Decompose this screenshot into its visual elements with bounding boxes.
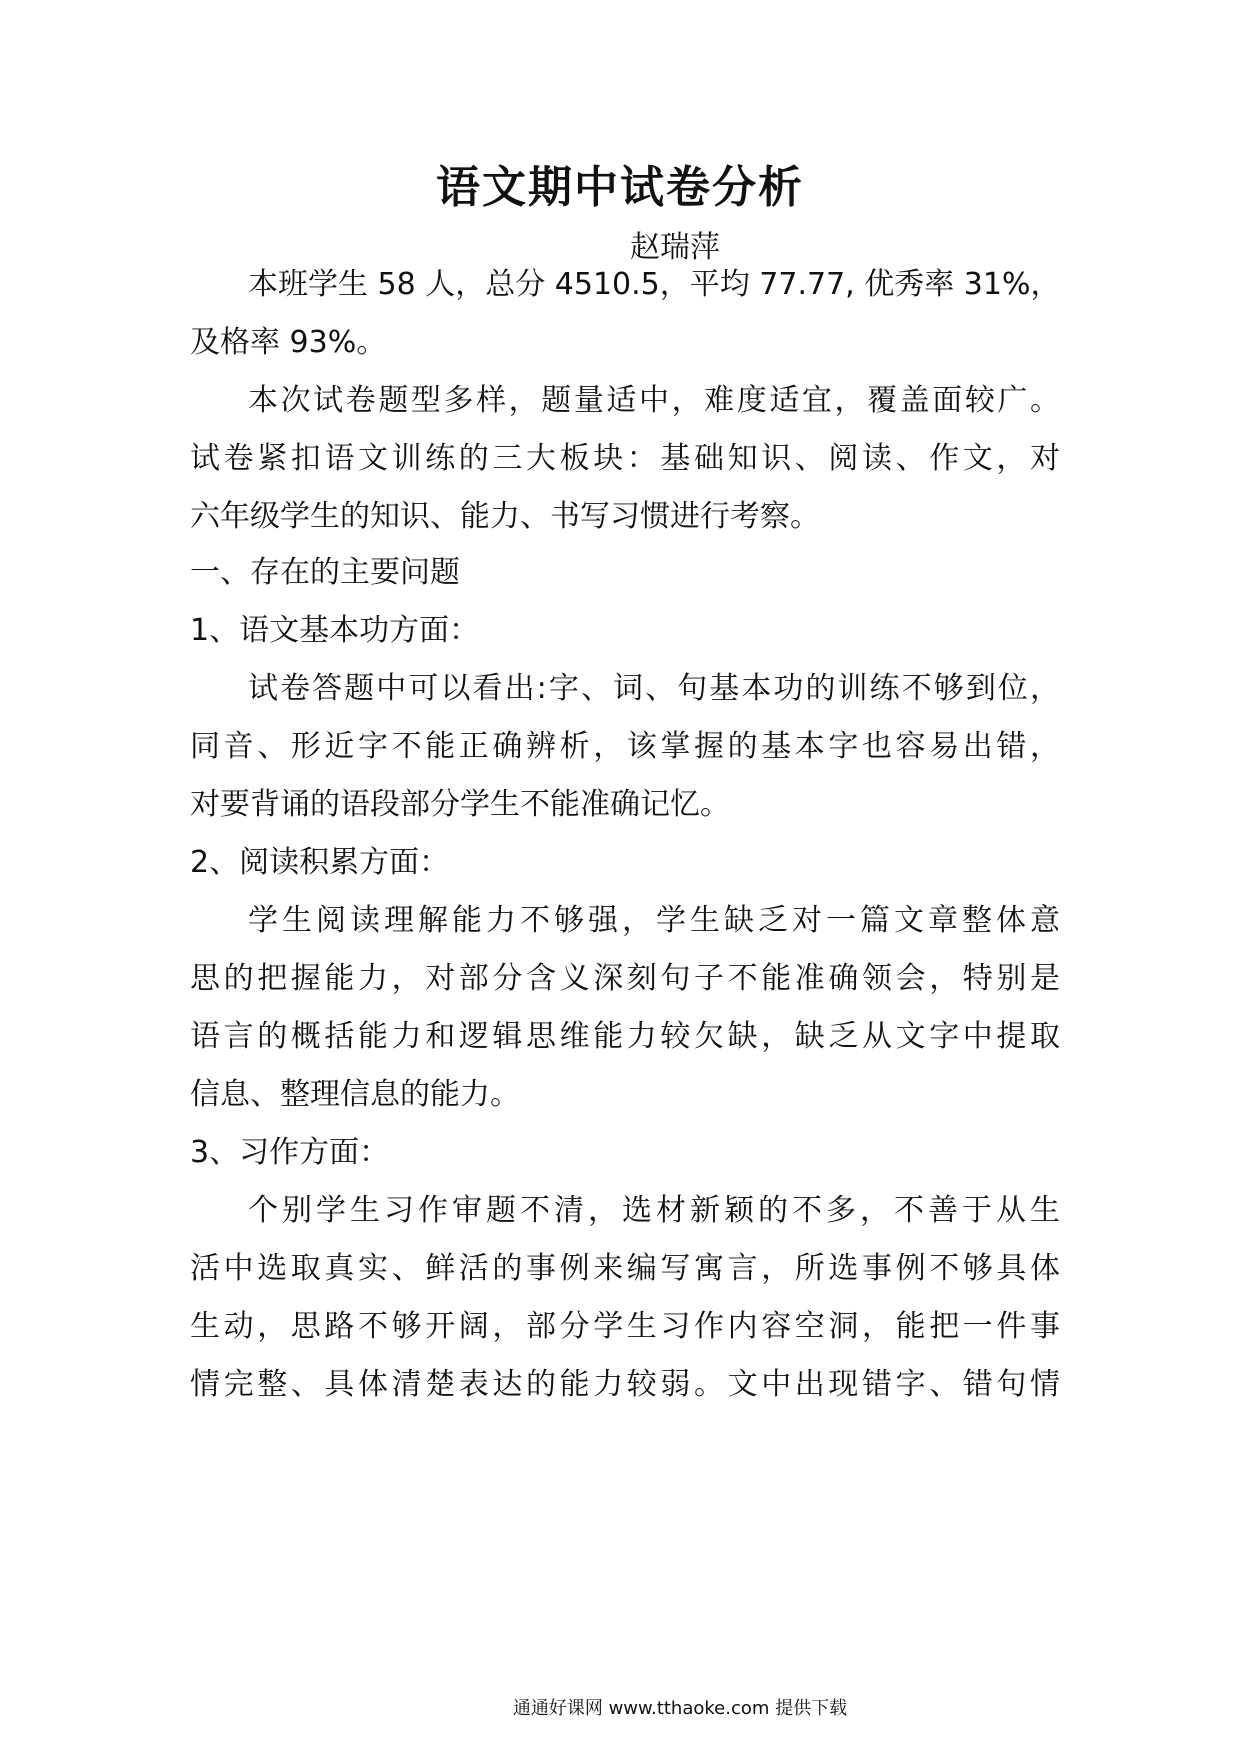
item3-heading: 3、习作方面： — [190, 1135, 390, 1170]
item2-heading: 2、阅读积累方面： — [190, 845, 450, 880]
item1-heading: 1、语文基本功方面： — [190, 613, 480, 648]
intro-line: 本次试卷题型多样，题量适中，难度适宜，覆盖面较广。 — [248, 383, 1060, 418]
document-title: 语文期中试卷分析 — [436, 162, 804, 213]
intro-line: 六年级学生的知识、能力、书写习惯进行考察。 — [190, 499, 820, 534]
footer-credit: 通通好课网 www.tthaoke.com 提供下载 — [512, 1698, 848, 1719]
summary-line: 及格率 93%。 — [190, 325, 387, 360]
item1-line: 同音、形近字不能正确辨析，该掌握的基本字也容易出错， — [190, 729, 1060, 764]
author-name: 赵瑞萍 — [630, 230, 720, 265]
intro-line: 试卷紧扣语文训练的三大板块：基础知识、阅读、作文，对 — [190, 441, 1060, 476]
item3-line: 活中选取真实、鲜活的事例来编写寓言，所选事例不够具体 — [190, 1251, 1060, 1286]
item1-line: 试卷答题中可以看出:字、词、句基本功的训练不够到位， — [248, 671, 1060, 706]
item3-line: 生动，思路不够开阔，部分学生习作内容空洞，能把一件事 — [190, 1309, 1060, 1344]
item2-line: 语言的概括能力和逻辑思维能力较欠缺，缺乏从文字中提取 — [190, 1019, 1060, 1054]
item1-line: 对要背诵的语段部分学生不能准确记忆。 — [190, 787, 730, 822]
section-heading: 一、存在的主要问题 — [190, 555, 460, 590]
item3-line: 情完整、具体清楚表达的能力较弱。文中出现错字、错句情 — [190, 1367, 1060, 1402]
summary-line: 本班学生 58 人，总分 4510.5，平均 77.77, 优秀率 31%， — [248, 267, 1061, 302]
item3-line: 个别学生习作审题不清，选材新颖的不多，不善于从生 — [248, 1193, 1060, 1228]
item2-line: 信息、整理信息的能力。 — [190, 1077, 520, 1112]
item2-line: 学生阅读理解能力不够强，学生缺乏对一篇文章整体意 — [248, 903, 1060, 938]
item2-line: 思的把握能力，对部分含义深刻句子不能准确领会，特别是 — [190, 961, 1060, 996]
